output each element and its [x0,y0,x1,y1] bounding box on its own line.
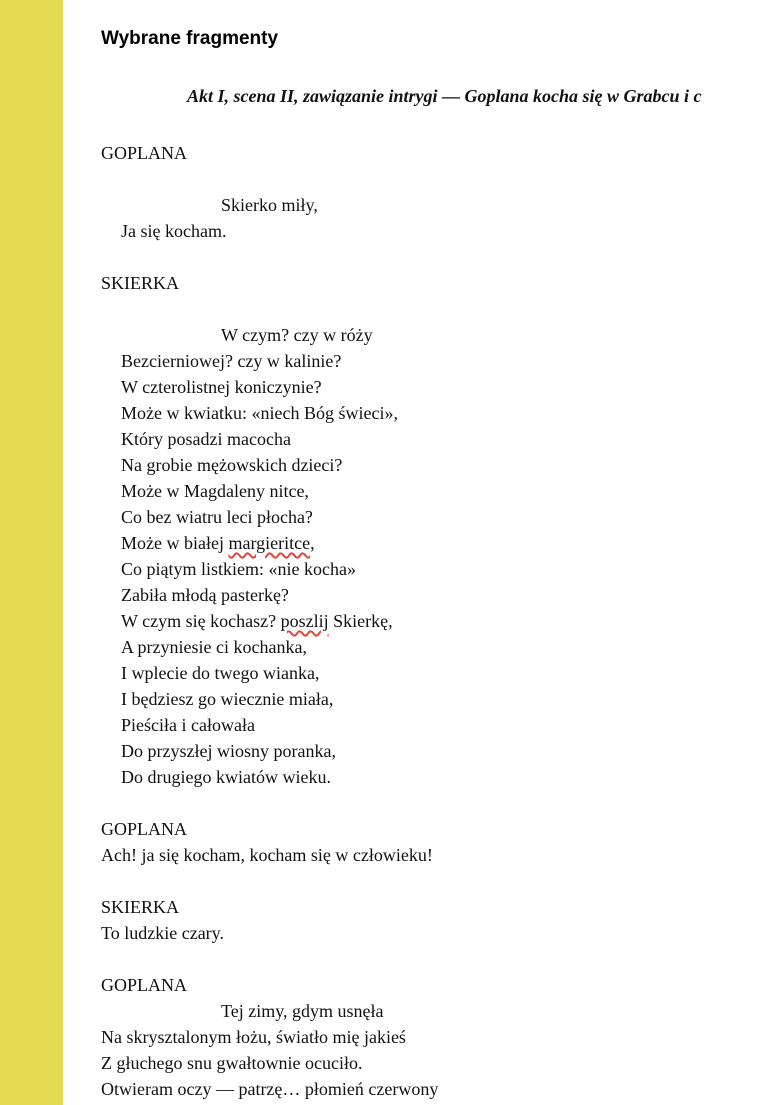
verse-line: Na grobie mężowskich dzieci? [121,455,343,475]
verse-line: A przyniesie ci kochanka, [121,637,307,657]
verse-line: Co piątym listkiem: «nie kocha» [121,559,356,579]
verse-line: Skierko miły, [221,195,318,215]
verse-text: , [310,533,315,553]
verse-line: Tej zimy, gdym usnęła [221,1001,384,1021]
speaker-name: SKIERKA [101,273,180,293]
speaker-name: GOPLANA [101,143,188,163]
verse-line: Ach! ja się kocham, kocham się w człowieku! [101,845,433,865]
verse-line: Zabiła młodą pasterkę? [121,585,289,605]
verse-line: Do przyszłej wiosny poranka, [121,741,336,761]
speaker-name: SKIERKA [101,897,180,917]
verse-line: Z głuchego snu gwałtownie ocuciło. [101,1053,363,1073]
verse-text: Może w białej [121,533,229,553]
verse-line [121,608,393,634]
speaker-name: GOPLANA [101,819,188,839]
verse-line [121,530,315,556]
page-title: Wybrane fragmenty [101,28,279,49]
verse-line: W czterolistnej koniczynie? [121,377,322,397]
verse-line: I będziesz go wiecznie miała, [121,689,334,709]
yellow-sidebar [0,0,63,1105]
verse-line: Pieściła i całowała [121,715,255,735]
spellcheck-word[interactable]: margieritce [228,533,311,553]
verse-text: Skierkę, [328,611,393,631]
verse-line: Na skrysztalonym łożu, światło mię jakieś [101,1027,406,1047]
verse-line: To ludzkie czary. [101,923,225,943]
verse-line: Bezcierniowej? czy w kalinie? [121,351,342,371]
verse-line: I wplecie do twego wianka, [121,663,320,683]
verse-text: W czym się kochasz? [121,611,281,631]
verse-line: Ja się kocham. [121,221,227,241]
verse-line: Do drugiego kwiatów wieku. [121,767,331,787]
verse-line: Otwieram oczy — patrzę… płomień czerwony [101,1079,439,1099]
verse-line: W czym? czy w róży [221,325,373,345]
document-content [101,0,760,1105]
verse-line: Który posadzi macocha [121,429,291,449]
speaker-name: GOPLANA [101,975,188,995]
scene-subtitle: Akt I, scena II, zawiązanie intrygi — Goplana kocha się w Grabcu i c [187,86,702,106]
verse-line: Co bez wiatru leci płocha? [121,507,313,527]
verse-line: Może w Magdaleny nitce, [121,481,309,501]
verse-line: Może w kwiatku: «niech Bóg świeci», [121,403,398,423]
spellcheck-word[interactable]: poszlij [280,611,329,631]
